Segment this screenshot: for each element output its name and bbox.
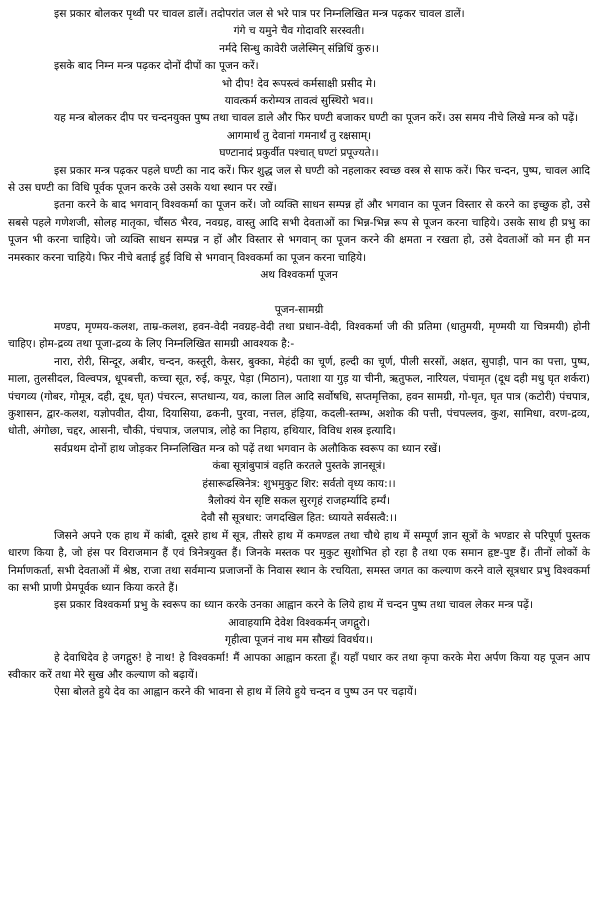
mantra-line: गृहीत्वा पूजनं नाथ मम सौख्यं विवर्धय।। [225,634,373,647]
mantra-line: गंगे च यमुने चैव गोदावरि सरस्वती। [233,25,365,38]
mantra-line: आगमार्थं तु देवानां गमनार्थं तु रक्षसाम्। [226,129,372,142]
spacer [8,285,590,302]
paragraph: सर्वप्रथम दोनों हाथ जोड़कर निम्नलिखित मन्त्र को पढ़ें तथा भगवान के अलौकिक स्वरूप का ध्यान रखें। [54,442,442,455]
paragraph: इस प्रकार मन्त्र पढ़कर पहले घण्टी का नाद करें। फिर शुद्ध जल से घण्टी को नहलाकर स्वच्छ वस्त्र से साफ करें। फिर चन्दन, पुष्प, चावल आदि से उस घण्टी का विधि पूर्वक पूजन करके उसे उसके यथा स्थान पर रखें। [8,164,590,195]
text-line: इसके बाद निम्न मन्त्र पढ़कर दोनों दीपों का पूजन करें। [54,60,259,73]
section-heading: अथ विश्वकर्मा पूजन [260,269,338,282]
section-heading: पूजन-सामग्री [274,303,324,316]
mantra-line: यावत्कर्म करोम्यत्र तावत्वं सुस्थिरो भव।। [224,95,374,108]
mantra-line: नर्मदे सिन्धु कावेरी जलेस्मिन् संन्निधिं कुरु।। [219,42,379,55]
paragraph: नारा, रोरी, सिन्दूर, अबीर, चन्दन, कस्तूरी, केसर, बुक्का, मेहंदी का चूर्ण, हल्दी का चूर्ण, पीली सरसों, अक्षत, सुपाड़ी, पान का पत्ता, पुष्प, माला, तुलसीदल, विल्वपत्र, धूपबत्ती, कच्चा सूत, रुई, कपूर, पेड़ा (मिठान), पताशा या गुड़ या चीनी, ऋतुफल, नारियल, पंचामृत (दूध दही मधु घृत शर्करा) पंचगव्य (गोबर, गोमूत्र, दही, दूध, घृत) पंचरत्न, सप्तधान्य, यव, काला तिल आदि सर्वोषधि, सप्तमृत्तिका, हवन सामग्री, गो-घृत, घृत पात्र (कटोरी) पंचपात्र, कुशासन, द्वार-कलश, यज्ञोपवीत, दीया, दियासिया, ढकनी, पुरवा, नत्तल, हंड़िया, कदली-स्तम्भ, अशोक की पत्ती, पंचपल्लव, कुश, सामिधा, वरण-द्रव्य, धोती, अंगोछा, चद्दर, आसनी, चौकी, पंचपात्र, जलपात्र, लोहे का निहाय, हथियार, विविध शस्त्र इत्यादि। [8,355,590,438]
mantra-line: आवाहयामि देवेश विश्वकर्मन् जगद्गुरो। [228,616,370,629]
paragraph: जिसने अपने एक हाथ में कांबी, दूसरे हाथ में सूत्र, तीसरे हाथ में कमण्डल तथा चौथे हाथ में सम्पूर्ण ज्ञान सूत्रों के भण्डार से परिपूर्ण पुस्तक धारण किया है, जो हंस पर विराजमान हैं एवं त्रिनेत्रयुक्त हैं। जिनके मस्तक पर मुकुट सुशोभित हो रहा है तथा एक समान हृष्ट-पुष्ट हैं। तीनों लोकों के निर्माणकर्ता, सभी देवताओं में श्रेष्ठ, राजा तथा सर्वमान्य प्रजाजनों के निवास स्थान के रचयिता, समस्त जगत का कल्याण करने वाले सूत्रधार प्रभु विश्वकर्मा का सभी प्राणी प्रेमपूर्वक ध्यान किया करते हैं। [8,529,590,594]
paragraph: इतना करने के बाद भगवान् विश्वकर्मा का पूजन करें। जो व्यक्ति साधन सम्पन्न हों और भगवान का पूजन विस्तार से करने का इच्छुक हो, उसे सबसे पहले गणेशजी, सोलह मातृका, चौंसठ भैरव, नवग्रह, वास्तु आदि सभी देवताओं का भिन्न-भिन्न रूप से पूजन करना चाहिये। उसके साथ ही प्रभु का पूजन भी करना चाहिये। जो व्यक्ति साधन सम्पन्न न हों और विस्तार से भगवान् का पूजन करने की क्षमता न रखता हो, उसे देवताओं को मन ही मन नमस्कार करना चाहिये। फिर नीचे बताई हुई विधि से भगवान् विश्वकर्मा का पूजन करना चाहिये। [8,199,590,264]
mantra-line: त्रैलोक्यं येन सृष्टि सकल सुरगृहं राजहर्म्यादि हर्म्यं। [208,494,390,507]
mantra-line: भो दीप! देव रूपस्त्वं कर्मसाक्षी प्रसीद मे। [221,77,377,90]
paragraph: इस प्रकार विश्वकर्मा प्रभु के स्वरूप का ध्यान करके उनका आह्वान करने के लिये हाथ में चन्दन पुष्प तथा चावल लेकर मन्त्र पढ़ें। [54,599,533,612]
mantra-line: हंसारूढस्त्रिनेत्र: शुभमुकुट शिर: सर्वतो वृध्य काय:।। [202,477,396,490]
paragraph: हे देवाधिदेव हे जगद्गुरु! हे नाथ! हे विश्वकर्मा! मैं आपका आह्वान करता हूँ। यहाँ पधार कर तथा कृपा करके मेरा अर्पण किया यह पूजन आप स्वीकार करें तथा मेरे सुख और कल्याण को बढ़ायें। [8,651,590,682]
paragraph: मण्डप, मृण्मय-कलश, ताम्र-कलश, हवन-वेदी नवग्रह-वेदी तथा प्रधान-वेदी, विश्वकर्मा जी की प्रतिमा (धातुमयी, मृण्मयी या चित्रमयी) होनी चाहिए। होम-द्रव्य तथा पूजा-द्रव्य के लिए निम्नलिखित सामग्री आवश्यक है:- [8,320,590,351]
text-line: इस प्रकार बोलकर पृथ्वी पर चावल डालें। तदोपरांत जल से भरे पात्र पर निम्नलिखित मन्त्र पढ़कर चावल डालें। [54,8,465,20]
paragraph: ऐसा बोलते हुये देव का आह्वान करने की भावना से हाथ में लिये हुये चन्दन व पुष्प उन पर चढ़ायें। [54,686,417,699]
mantra-line: कंबा सूत्रांबुपात्रं वहति करतले पुस्तके ज्ञानसूत्रं। [212,460,386,473]
mantra-line: देवौ सौ सूत्रधार: जगदखिल हित: ध्यायते सर्वसत्वै:।। [200,512,398,525]
mantra-line: घण्टानादं प्रकुर्वीत पश्चात् घण्टां प्रपूज्यते।। [219,147,379,160]
paragraph: यह मन्त्र बोलकर दीप पर चन्दनयुक्त पुष्प तथा चावल डाले और फिर घण्टी बजाकर घण्टी का पूजन करें। उस समय नीचे लिखे मन्त्र को पढ़ें। [54,112,579,125]
